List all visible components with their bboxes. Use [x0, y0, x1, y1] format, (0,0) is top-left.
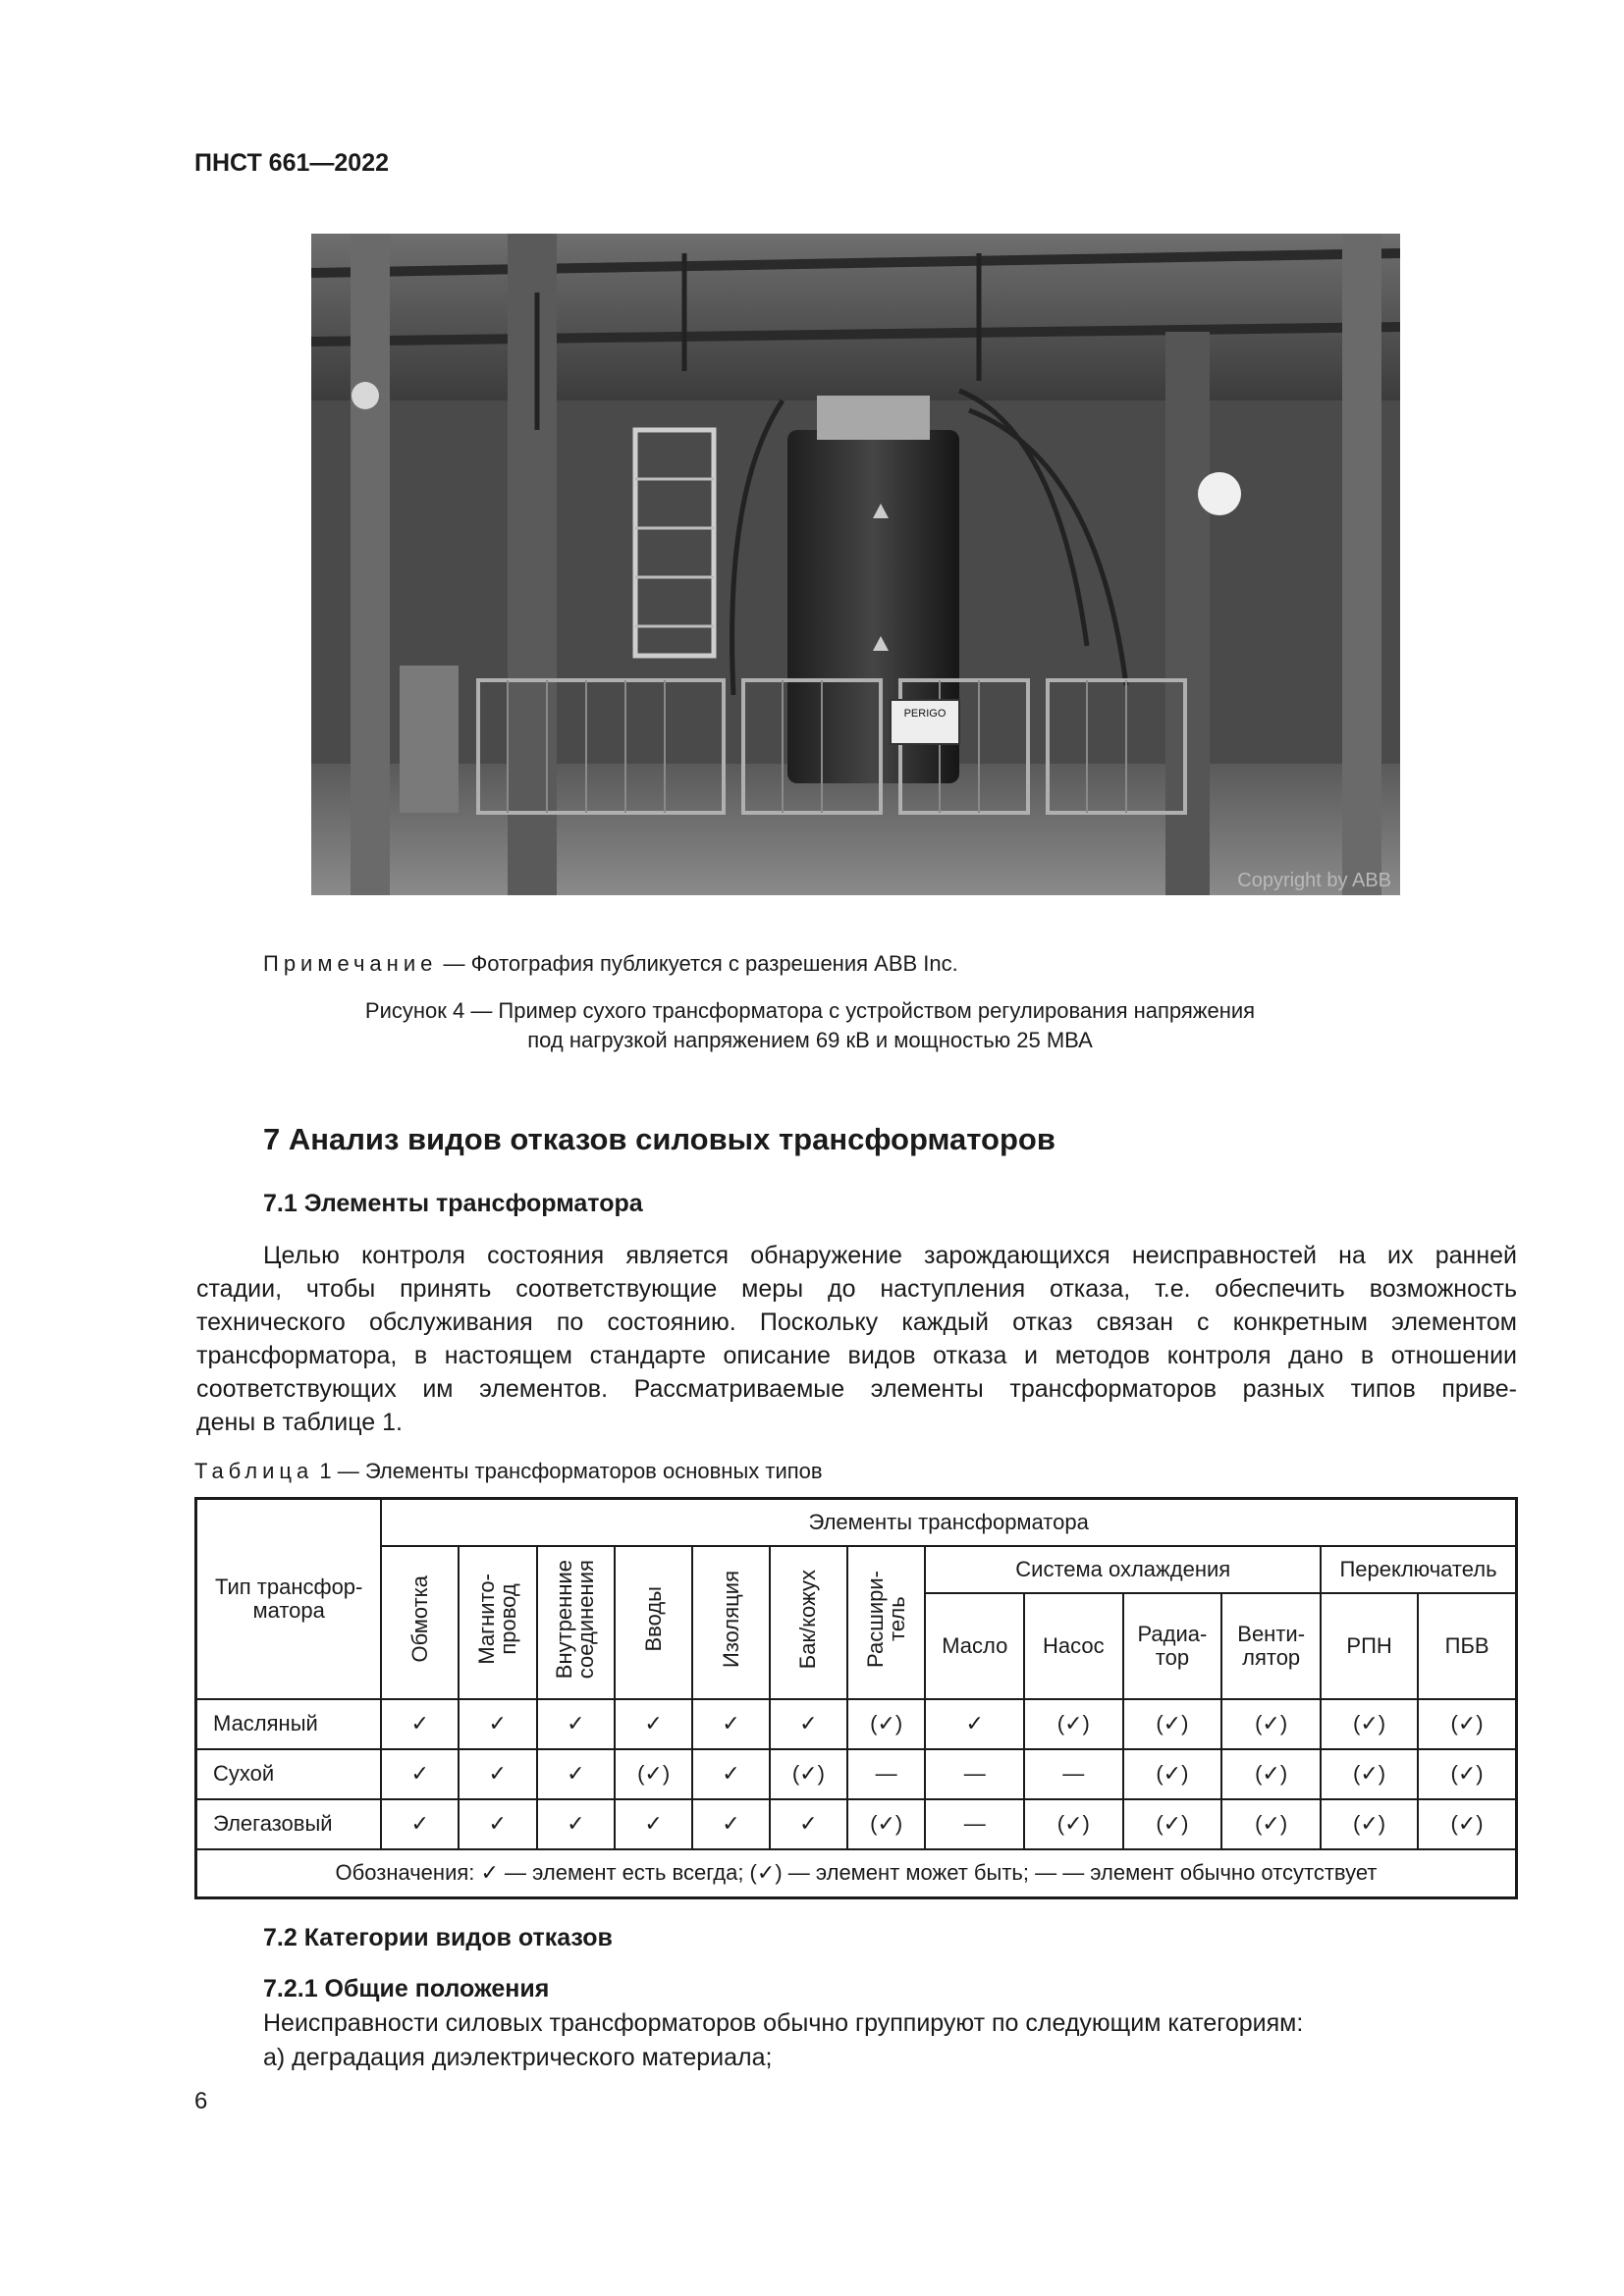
header-col: Расшири- тель [847, 1546, 926, 1699]
paragraph-line: стадии, чтобы принять соответствующие меры до наступления отказа, т.е. обеспечить возможность [196, 1275, 1517, 1303]
header-col: Вводы [615, 1546, 692, 1699]
section-7-1-title: 7.1 Элементы трансформатора [263, 1190, 643, 1217]
table-cell: ✓ [770, 1699, 847, 1749]
header-col: Изоляция [692, 1546, 770, 1699]
table-cell: ✓ [925, 1699, 1024, 1749]
list-item-a: а) деградация диэлектрического материала; [263, 2044, 773, 2071]
table-caption [194, 1459, 823, 1484]
svg-text:Copyright by ABB: Copyright by ABB [1237, 870, 1391, 891]
table-cell: ✓ [537, 1799, 616, 1849]
paragraph-line: соответствующих им элементов. Рассматриваемые элементы трансформаторов разных типов приве- [196, 1375, 1517, 1403]
table-cell: ✓ [381, 1699, 459, 1749]
header-cooling-group: Система охлаждения [925, 1546, 1321, 1593]
table-caption-label: Таблица [194, 1459, 314, 1483]
row-type: Сухой [196, 1749, 382, 1799]
table-cell: ✓ [459, 1799, 537, 1849]
table-cell: ✓ [459, 1699, 537, 1749]
table-cell: (✓) [1123, 1699, 1222, 1749]
table-cell: (✓) [1024, 1699, 1122, 1749]
table-cell: — [925, 1799, 1024, 1849]
table-legend: Обозначения: ✓ — элемент есть всегда; (✓) — элемент может быть; — — элемент обычно отсутствует [196, 1849, 1517, 1898]
header-col: Насос [1024, 1593, 1122, 1699]
table-cell: (✓) [1418, 1749, 1516, 1799]
table-cell: (✓) [1221, 1749, 1321, 1799]
table-cell: (✓) [1321, 1749, 1418, 1799]
transformer-photo [311, 234, 1400, 895]
table-cell: — [847, 1749, 926, 1799]
transformer-elements-table [194, 1497, 1518, 1899]
table-cell: ✓ [459, 1749, 537, 1799]
table-cell: (✓) [615, 1749, 692, 1799]
document-code: ПНСТ 661—2022 [194, 149, 389, 177]
section-7-2-1-intro: Неисправности силовых трансформаторов обычно группируют по следующим категориям: [263, 2009, 1304, 2037]
table-caption-text: 1 — Элементы трансформаторов основных типов [313, 1459, 823, 1483]
section-7-1-paragraph [196, 1239, 1517, 1439]
figure-caption-line2: под нагрузкой напряжением 69 кВ и мощностью 25 МВА [527, 1028, 1093, 1052]
note-label: Примечание [263, 951, 438, 976]
table-cell: (✓) [1123, 1799, 1222, 1849]
table-cell: (✓) [1024, 1799, 1122, 1849]
table-cell: (✓) [1221, 1699, 1321, 1749]
svg-text:PERIGO: PERIGO [903, 708, 947, 720]
table-cell: (✓) [1418, 1699, 1516, 1749]
header-col: Радиа- тор [1123, 1593, 1222, 1699]
header-elements: Элементы трансформатора [381, 1499, 1516, 1546]
table-cell: ✓ [615, 1799, 692, 1849]
table-cell: (✓) [1321, 1799, 1418, 1849]
header-switch-group: Переключатель [1321, 1546, 1517, 1593]
figure-note [263, 951, 958, 977]
table-cell: ✓ [537, 1749, 616, 1799]
row-type: Элегазовый [196, 1799, 382, 1849]
header-col: Масло [925, 1593, 1024, 1699]
photo-illustration [311, 234, 1400, 895]
table-cell: ✓ [692, 1699, 770, 1749]
note-text: — Фотография публикуется с разрешения ABB Inc. [437, 951, 958, 976]
table-cell: (✓) [847, 1799, 926, 1849]
table-cell: — [925, 1749, 1024, 1799]
table-cell: ✓ [537, 1699, 616, 1749]
paragraph-line: трансформатора, в настоящем стандарте описание видов отказа и методов контроля дано в отношении [196, 1342, 1517, 1369]
header-col: РПН [1321, 1593, 1418, 1699]
table-cell: ✓ [692, 1799, 770, 1849]
page-number: 6 [194, 2088, 208, 2114]
table-cell: ✓ [381, 1749, 459, 1799]
table-cell: (✓) [770, 1749, 847, 1799]
header-col: Магнито- провод [459, 1546, 537, 1699]
table-cell: (✓) [1221, 1799, 1321, 1849]
header-col: ПБВ [1418, 1593, 1516, 1699]
table-cell: (✓) [1321, 1699, 1418, 1749]
paragraph-line: дены в таблице 1. [196, 1409, 403, 1436]
table-cell: — [1024, 1749, 1122, 1799]
table-cell: (✓) [1123, 1749, 1222, 1799]
table-cell: ✓ [615, 1699, 692, 1749]
figure-caption [295, 996, 1326, 1055]
header-col: Венти- лятор [1221, 1593, 1321, 1699]
section-7-title: 7 Анализ видов отказов силовых трансформаторов [263, 1122, 1056, 1156]
section-7-2-title: 7.2 Категории видов отказов [263, 1924, 613, 1951]
table-cell: ✓ [692, 1749, 770, 1799]
table-row [196, 1799, 1517, 1849]
header-col: Бак/кожух [770, 1546, 847, 1699]
header-col: Внутренние соединения [537, 1546, 616, 1699]
table-cell: (✓) [847, 1699, 926, 1749]
table-row [196, 1699, 1517, 1749]
row-type: Масляный [196, 1699, 382, 1749]
table-cell: (✓) [1418, 1799, 1516, 1849]
table-cell: ✓ [381, 1799, 459, 1849]
paragraph-line: технического обслуживания по состоянию. Поскольку каждый отказ связан с конкретным элементом [196, 1308, 1517, 1336]
section-7-2-1-title: 7.2.1 Общие положения [263, 1975, 550, 2002]
table-row [196, 1749, 1517, 1799]
figure-caption-line1: Рисунок 4 — Пример сухого трансформатора с устройством регулирования напряжения [364, 998, 1256, 1023]
paragraph-line: Целью контроля состояния является обнаружение зарождающихся неисправностей на их ранней [263, 1242, 1517, 1269]
header-type: Тип трансфор- матора [196, 1499, 382, 1699]
header-col: Обмотка [381, 1546, 459, 1699]
table-cell: ✓ [770, 1799, 847, 1849]
